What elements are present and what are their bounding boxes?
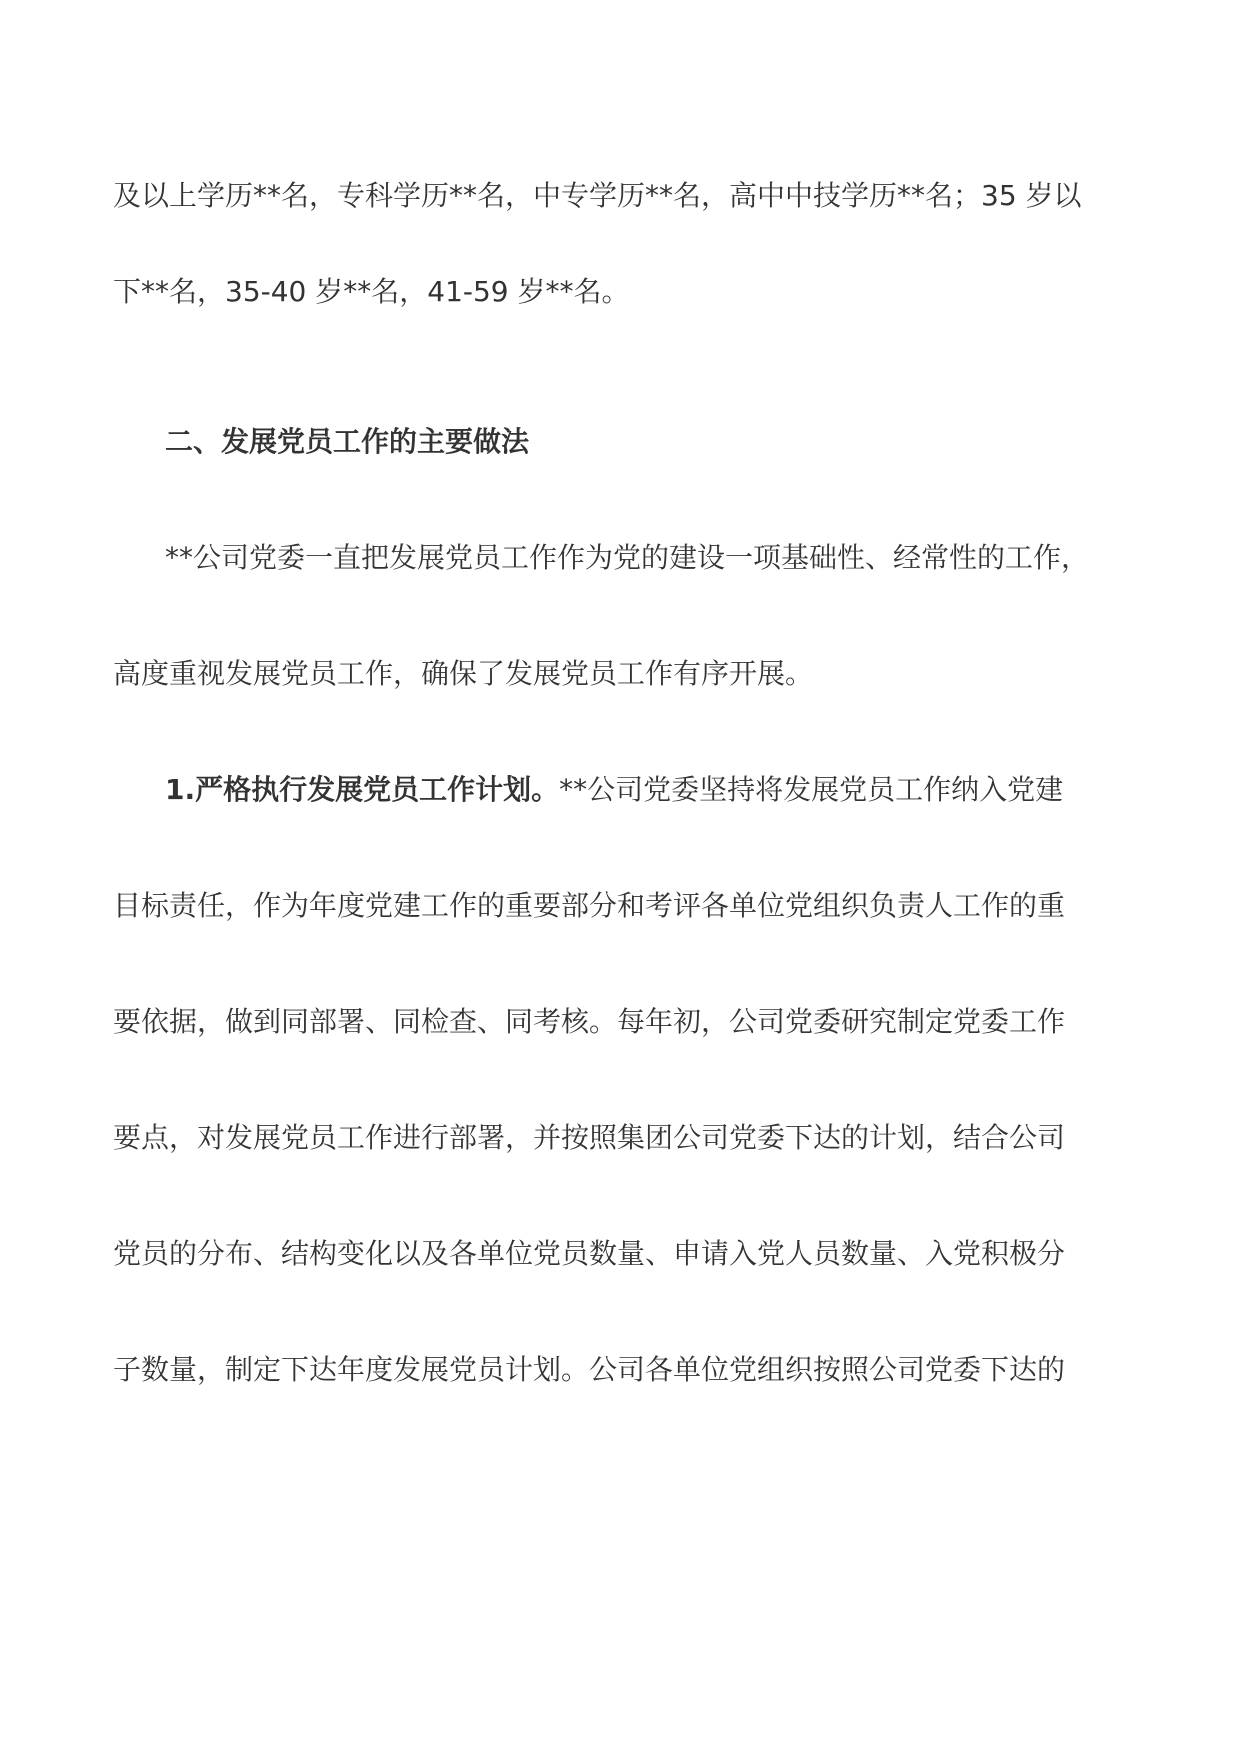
paragraph-2-line-2: 高度重视发展党员工作，确保了发展党员工作有序开展。 — [113, 657, 814, 690]
paragraph-3-line-1-text: **公司党委坚持将发展党员工作纳入党建 — [559, 773, 1064, 806]
paragraph-3-line-3: 要依据，做到同部署、同检查、同考核。每年初，公司党委研究制定党委工作 — [113, 1005, 1066, 1038]
paragraph-3-line-1 — [165, 770, 1133, 810]
paragraph-3-line-6: 子数量，制定下达年度发展党员计划。公司各单位党组织按照公司党委下达的 — [113, 1353, 1066, 1386]
paragraph-1-line-2: 下**名，35-40 岁**名，41-59 岁**名。 — [113, 275, 630, 308]
section-heading: 二、发展党员工作的主要做法 — [165, 425, 530, 458]
subsection-lead: 1.严格执行发展党员工作计划。 — [165, 773, 560, 806]
paragraph-3-line-5: 党员的分布、结构变化以及各单位党员数量、申请入党人员数量、入党积极分 — [113, 1237, 1066, 1270]
paragraph-3-line-2: 目标责任，作为年度党建工作的重要部分和考评各单位党组织负责人工作的重 — [113, 889, 1066, 922]
paragraph-1-line-1: 及以上学历**名，专科学历**名，中专学历**名，高中中技学历**名；35 岁以 — [113, 179, 1082, 212]
paragraph-2-line-1: **公司党委一直把发展党员工作作为党的建设一项基础性、经常性的工作， — [165, 541, 1090, 574]
paragraph-3-line-4: 要点，对发展党员工作进行部署，并按照集团公司党委下达的计划，结合公司 — [113, 1121, 1066, 1154]
